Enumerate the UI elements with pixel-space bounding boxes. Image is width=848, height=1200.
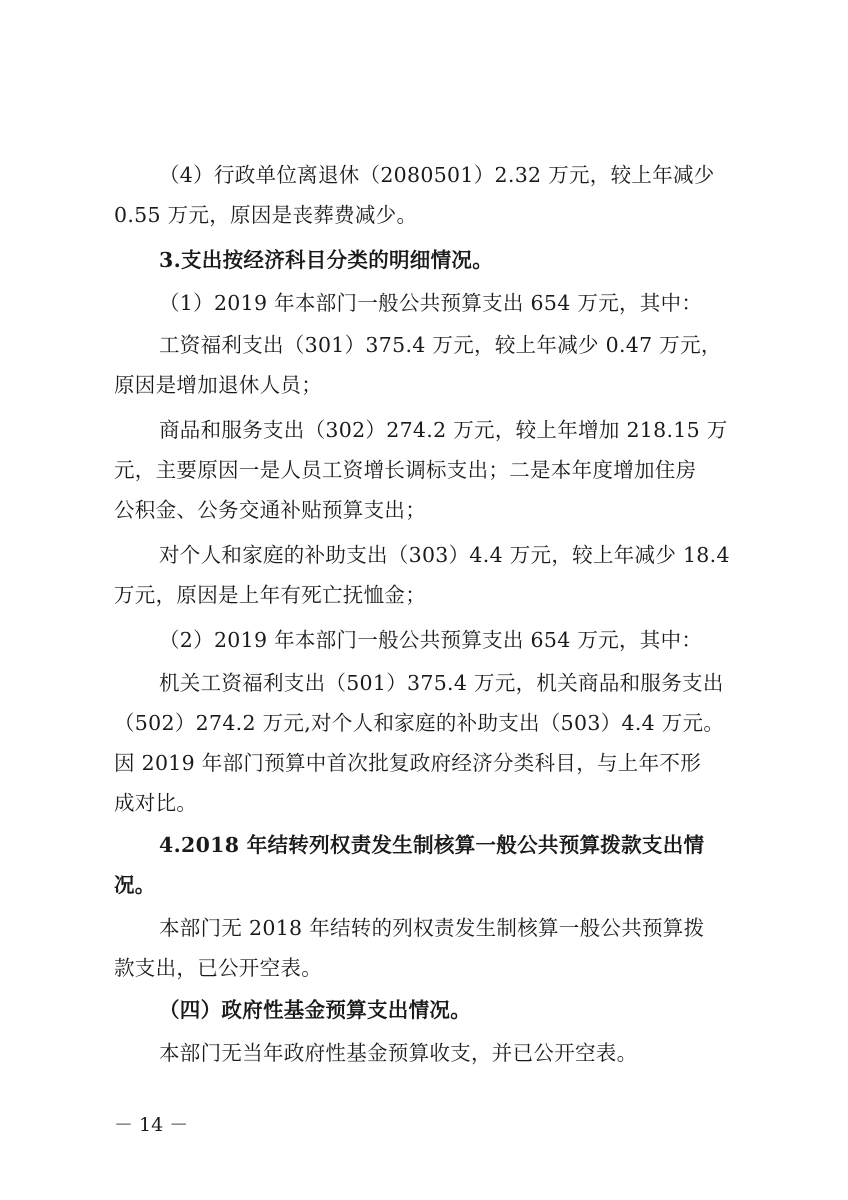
text-line: 公积金、公务交通补贴预算支出；	[114, 498, 426, 522]
text-line: 本部门无当年政府性基金预算收支，并已公开空表。	[159, 1041, 638, 1065]
text-line: 商品和服务支出（302）274.2 万元，较上年增加 218.15 万	[159, 418, 728, 442]
page-number: － 14 －	[114, 1114, 189, 1136]
section-heading: 况。	[114, 873, 156, 897]
text-line: （502）274.2 万元,对个人和家庭的补助支出（503）4.4 万元。	[114, 711, 725, 735]
text-line: 款支出，已公开空表。	[114, 956, 322, 980]
text-line: 机关工资福利支出（501）375.4 万元，机关商品和服务支出	[159, 671, 724, 695]
text-line: 对个人和家庭的补助支出（303）4.4 万元，较上年减少 18.4	[159, 543, 730, 567]
section-heading: 3.支出按经济科目分类的明细情况。	[159, 248, 493, 272]
document-page	[114, 0, 754, 1200]
text-line: 元，主要原因一是人员工资增长调标支出；二是本年度增加住房	[114, 458, 697, 482]
text-line: （4）行政单位离退休（2080501）2.32 万元，较上年减少	[159, 163, 715, 187]
text-line: 万元，原因是上年有死亡抚恤金；	[114, 583, 426, 607]
text-line: 工资福利支出（301）375.4 万元，较上年减少 0.47 万元，	[159, 333, 722, 357]
section-heading: （四）政府性基金预算支出情况。	[159, 998, 471, 1022]
text-line: 0.55 万元，原因是丧葬费减少。	[114, 203, 418, 227]
section-heading: 4.2018 年结转列权责发生制核算一般公共预算拨款支出情	[159, 833, 705, 857]
text-line: 成对比。	[114, 791, 198, 815]
text-line: 因 2019 年部门预算中首次批复政府经济分类科目，与上年不形	[114, 751, 702, 775]
text-line: 原因是增加退休人员；	[114, 373, 322, 397]
text-line: （2）2019 年本部门一般公共预算支出 654 万元，其中：	[159, 628, 703, 652]
text-line: （1）2019 年本部门一般公共预算支出 654 万元，其中：	[159, 291, 703, 315]
text-line: 本部门无 2018 年结转的列权责发生制核算一般公共预算拨	[159, 916, 705, 940]
